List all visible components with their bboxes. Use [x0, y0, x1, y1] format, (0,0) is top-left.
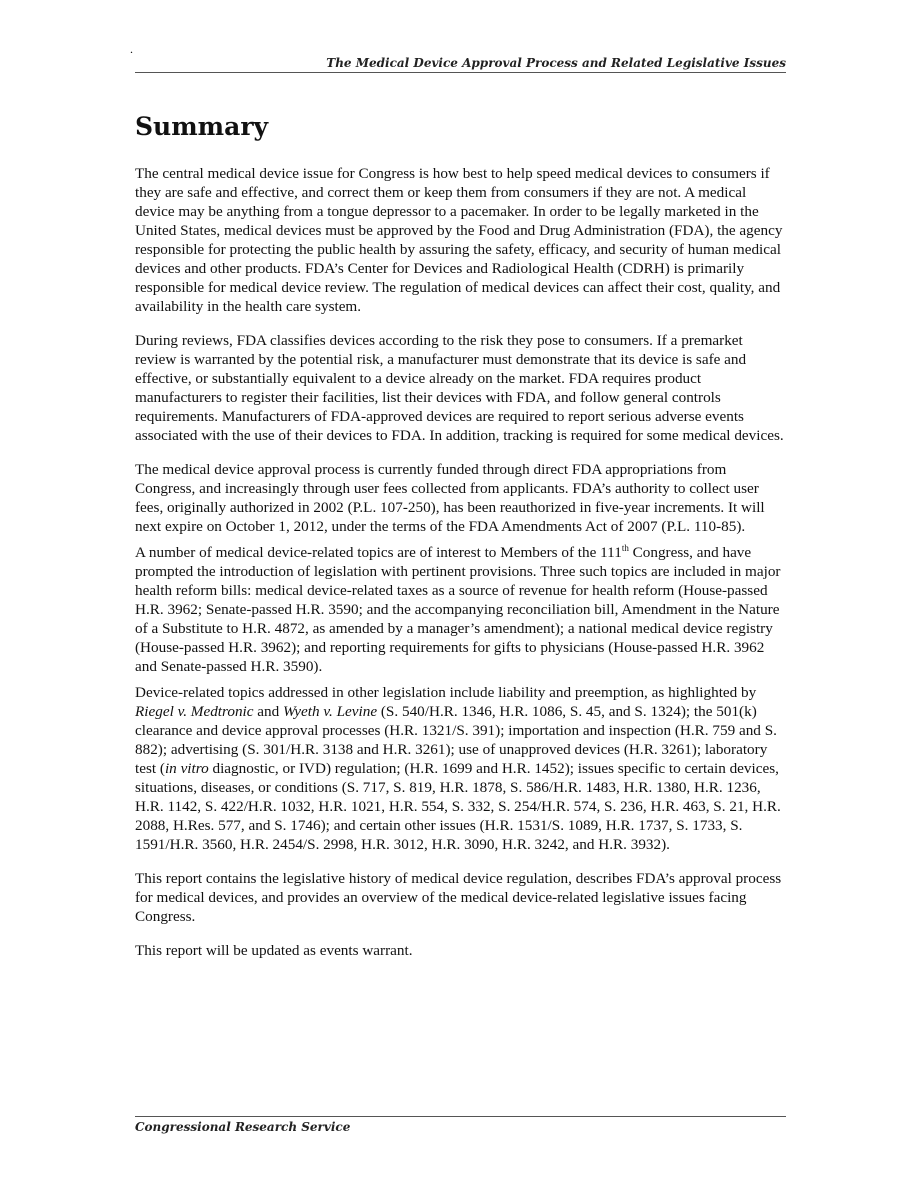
in-vitro-term: in vitro — [164, 760, 209, 777]
paragraph-1: The central medical device issue for Congress is how best to help speed medical devices to consumers if they are safe and effective, and correct them or keep them from consumers if they are not. A medical device may be anything from a tongue depressor to a pacemaker. In order to be legally marketed in the United States, medical devices must be approved by the Food and Drug Administration (FDA), the agency responsible for protecting the public health by assuring the safety, efficacy, and security of human medical devices and other products. FDA’s Center for Devices and Radiological Health (CDRH) is primarily responsible for medical device review. The regulation of medical devices can affect their cost, quality, and availability in the health care system. — [135, 165, 783, 315]
case-name-wyeth: Wyeth v. Levine — [283, 703, 378, 720]
footer-label: Congressional Research Service — [135, 1120, 351, 1134]
running-header: The Medical Device Approval Process and Related Legislative Issues — [326, 56, 786, 70]
paragraph-5-text-a: Device-related topics addressed in other legislation include liability and preemption, as highlighted by — [135, 684, 757, 701]
ordinal-superscript: th — [621, 542, 629, 553]
paragraph-5-and: and — [253, 703, 284, 720]
footer-divider — [135, 1116, 786, 1117]
paragraph-4 — [135, 543, 787, 676]
page-title: Summary — [135, 112, 269, 141]
paragraph-5-text-b: (S. 540/H.R. 1346, H.R. 1086, S. 45, and S. 1324); the 501(k) clearance and device approval processes (H.R. 1321/S. 391); importation and inspection (H.R. 759 and S. 882); advertising (S. 301/H.R. 3138 and H.R. 3261); use of unapproved devices (H.R. 3261); laboratory test ( — [135, 703, 777, 777]
paragraph-3: The medical device approval process is currently funded through direct FDA appropriations from Congress, and increasingly through user fees collected from applicants. FDA’s authority to collect user fees, originally authorized in 2002 (P.L. 107-250), has been reauthorized in five-year increments. It will next expire on October 1, 2012, under the terms of the FDA Amendments Act of 2007 (P.L. 110-85). — [135, 461, 765, 535]
header-divider — [135, 72, 786, 73]
paragraph-4-text-b: Congress, and have prompted the introduction of legislation with pertinent provisions. Three such topics are included in major health reform bills: medical device-related taxes as a source of revenue for health reform (House-passed H.R. 3962; Senate-passed H.R. 3590; and the accompanying reconciliation bill, Amendment in the Nature of a Substitute to H.R. 4872, as amended by a manager’s amendment); a national medical device registry (House-passed H.R. 3962); and reporting requirements for gifts to physicians (House-passed H.R. 3962 and Senate-passed H.R. 3590). — [135, 544, 781, 675]
paragraph-4-text-a: A number of medical device-related topics are of interest to Members of the 111 — [135, 544, 622, 561]
paragraph-5-text-c: diagnostic, or IVD) regulation; (H.R. 1699 and H.R. 1452); issues specific to certain devices, situations, diseases, or conditions (S. 717, S. 819, H.R. 1878, S. 586/H.R. 1483, H.R. 1380, H.R. 1236, H.R. 1142, S. 422/H.R. 1032, H.R. 1021, H.R. 554, S. 332, S. 254/H.R. 574, S. 236, H.R. 463, S. 21, H.R. 2088, H.Res. 577, and S. 1746); and certain other issues (H.R. 1531/S. 1089, H.R. 1737, S. 1733, S. 1591/H.R. 3560, H.R. 2454/S. 2998, H.R. 3012, H.R. 3090, H.R. 3242, and H.R. 3932). — [135, 760, 781, 853]
case-name-riegel: Riegel v. Medtronic — [135, 703, 254, 720]
paragraph-2: During reviews, FDA classifies devices according to the risk they pose to consumers. If a premarket review is warranted by the potential risk, a manufacturer must demonstrate that its device is safe and effective, or substantially equivalent to a device already on the market. FDA requires product manufacturers to register their facilities, list their devices with FDA, and follow general controls requirements. Manufacturers of FDA-approved devices are required to report serious adverse events associated with the use of their devices to FDA. In addition, tracking is required for some medical devices. — [135, 332, 784, 444]
paragraph-7: This report will be updated as events warrant. — [135, 942, 413, 959]
paragraph-5 — [135, 683, 787, 854]
paragraph-6: This report contains the legislative history of medical device regulation, describes FDA’s approval process for medical devices, and provides an overview of the medical device-related legislative issues facing Congress. — [135, 870, 782, 925]
corner-dot: . — [130, 42, 133, 56]
summary-body — [135, 164, 787, 960]
